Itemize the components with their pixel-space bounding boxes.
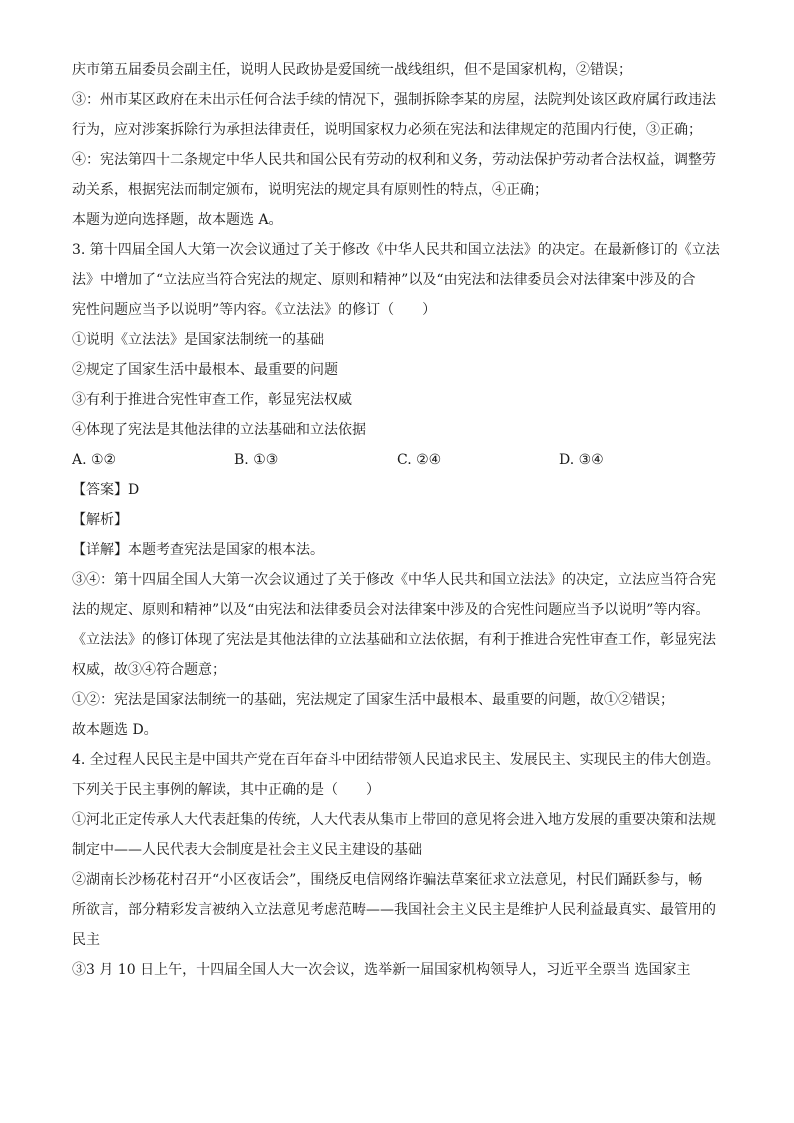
q3-explain-line: 权威，故③④符合题意； [72, 662, 226, 678]
prev-answer-line: ④：宪法第四十二条规定中华人民共和国公民有劳动的权利和义务，劳动法保护劳动者合法权益，调整劳 [72, 152, 716, 168]
q3-stem-line: 法》中增加了“立法应当符合宪法的规定、原则和精神”以及“由宪法和法律委员会对法律案中涉及的合 [72, 272, 696, 288]
prev-answer-line: ③：州市某区政府在未出示任何合法手续的情况下，强制拆除李某的房屋，法院判处该区政府属行政违法 [72, 92, 716, 108]
q3-item: ④体现了宪法是其他法律的立法基础和立法依据 [72, 422, 366, 438]
q3-option-d: D. ③④ [559, 452, 604, 468]
prev-answer-line: 动关系，根据宪法而制定颁布，说明宪法的规定具有原则性的特点，④正确； [72, 182, 548, 198]
q4-item-line: 所欲言，部分精彩发言被纳入立法意见考虑范畴——我国社会主义民主是维护人民利益最真实、最管用的 [72, 902, 716, 918]
q3-detail: 【详解】本题考查宪法是国家的根本法。 [72, 542, 324, 558]
q3-answer: 【答案】D [72, 482, 140, 498]
q4-stem-line: 下列关于民主事例的解读，其中正确的是（ ） [72, 782, 380, 798]
prev-answer-line: 行为，应对涉案拆除行为承担法律责任，说明国家权力必须在宪法和法律规定的范围内行使，③正确； [72, 122, 702, 138]
prev-answer-conclusion: 本题为逆向选择题，故本题选 A。 [72, 212, 283, 228]
q3-explain-line: 《立法法》的修订体现了宪法是其他法律的立法基础和立法依据，有利于推进合宪性审查工作，彰显宪法 [72, 632, 716, 648]
q3-item: ①说明《立法法》是国家法制统一的基础 [72, 332, 324, 348]
prev-answer-line: 庆市第五届委员会副主任，说明人民政协是爱国统一战线组织，但不是国家机构，②错误； [72, 62, 632, 78]
q3-option-a: A. ①② [72, 452, 117, 468]
q4-stem-line: 4. 全过程人民民主是中国共产党在百年奋斗中团结带领人民追求民主、发展民主、实现民主的伟大创造。 [72, 752, 720, 768]
q3-explain-line: ③④：第十四届全国人大第一次会议通过了关于修改《中华人民共和国立法法》的决定，立法应当符合宪 [72, 572, 716, 588]
q3-conclusion: 故本题选 D。 [72, 722, 158, 738]
q3-options [72, 450, 722, 470]
q3-stem-line: 3. 第十四届全国人大第一次会议通过了关于修改《中华人民共和国立法法》的决定。在最新修订的《立法 [72, 242, 720, 258]
q3-explain-line: ①②：宪法是国家法制统一的基础，宪法规定了国家生活中最根本、最重要的问题，故①②错误； [72, 692, 674, 708]
q4-item-line: ②湖南长沙杨花村召开“小区夜话会”，围绕反电信网络诈骗法草案征求立法意见，村民们踊跃参与，畅 [72, 872, 703, 888]
q3-item: ③有利于推进合宪性审查工作，彰显宪法权威 [72, 392, 352, 408]
q3-analysis-label: 【解析】 [72, 512, 128, 528]
q4-item-line: ③3 月 10 日上午，十四届全国人大一次会议，选举新一届国家机构领导人，习近平全票当 选国家主 [72, 962, 691, 978]
document-page [72, 60, 722, 980]
q4-item-line: 民主 [72, 932, 100, 948]
q3-stem-line: 宪性问题应当予以说明”等内容。《立法法》的修订（ ） [72, 302, 437, 318]
q3-explain-line: 法的规定、原则和精神”以及“由宪法和法律委员会对法律案中涉及的合宪性问题应当予以说明”等内容。 [72, 602, 710, 618]
q3-item: ②规定了国家生活中最根本、最重要的问题 [72, 362, 338, 378]
q4-item-line: 制定中——人民代表大会制度是社会主义民主建设的基础 [72, 842, 422, 858]
q4-item-line: ①河北正定传承人大代表赶集的传统，人大代表从集市上带回的意见将会进入地方发展的重要决策和法规 [72, 812, 716, 828]
q3-option-c: C. ②④ [397, 452, 442, 468]
q3-option-b: B. ①③ [234, 452, 279, 468]
